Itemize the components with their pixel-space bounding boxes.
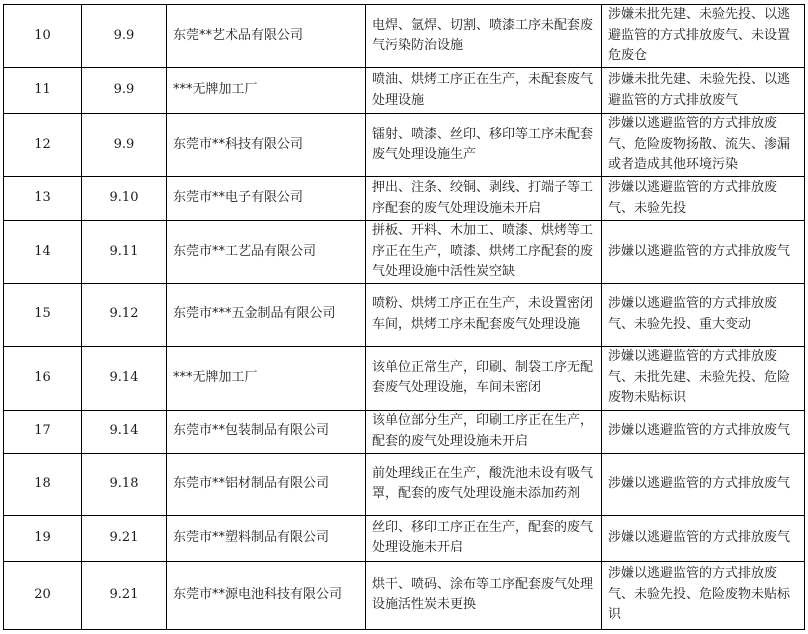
inspection-date: 9.21 — [82, 515, 167, 561]
row-number: 19 — [4, 515, 82, 561]
company-name: ***无牌加工厂 — [167, 346, 366, 410]
company-name: 东莞市**包装制品有限公司 — [167, 410, 366, 453]
inspection-date: 9.14 — [82, 346, 167, 410]
issue-description: 该单位部分生产，印刷工序正在生产，配套的废气处理设施未开启 — [366, 410, 602, 453]
table-row — [4, 453, 805, 515]
table-row — [4, 221, 805, 284]
inspection-date: 9.14 — [82, 410, 167, 453]
suspected-violation: 涉嫌以逃避监管的方式排放废气、危险废物扬散、流失、渗漏或者造成其他环境污染 — [602, 114, 805, 177]
table-row — [4, 283, 805, 346]
suspected-violation: 涉嫌以逃避监管的方式排放废气、未验先投、危险废物未贴标识 — [602, 561, 805, 629]
table-row — [4, 177, 805, 221]
issue-description: 喷粉、烘烤工序正在生产，未设置密闭车间，烘烤工序未配套废气处理设施 — [366, 283, 602, 346]
issue-description: 前处理线正在生产，酸洗池未设有吸气罩，配套的废气处理设施未添加药剂 — [366, 453, 602, 515]
company-name: 东莞市**电子有限公司 — [167, 177, 366, 221]
row-number: 14 — [4, 221, 82, 284]
inspection-date: 9.9 — [82, 5, 167, 68]
suspected-violation: 涉嫌未批先建、未验先投、以逃避监管的方式排放废气 — [602, 68, 805, 114]
suspected-violation: 涉嫌以逃避监管的方式排放废气、未验先投 — [602, 177, 805, 221]
inspection-table-body — [4, 5, 805, 630]
table-row — [4, 561, 805, 629]
issue-description: 喷油、烘烤工序正在生产，未配套废气处理设施 — [366, 68, 602, 114]
row-number: 18 — [4, 453, 82, 515]
row-number: 16 — [4, 346, 82, 410]
suspected-violation: 涉嫌以逃避监管的方式排放废气 — [602, 410, 805, 453]
company-name: 东莞**艺术品有限公司 — [167, 5, 366, 68]
issue-description: 押出、注条、绞铜、剥线、打端子等工序配套的废气处理设施未开启 — [366, 177, 602, 221]
table-row — [4, 5, 805, 68]
suspected-violation: 涉嫌以逃避监管的方式排放废气 — [602, 453, 805, 515]
company-name: 东莞市**工艺品有限公司 — [167, 221, 366, 284]
suspected-violation: 涉嫌以逃避监管的方式排放废气 — [602, 221, 805, 284]
table-row — [4, 346, 805, 410]
company-name: 东莞市**塑料制品有限公司 — [167, 515, 366, 561]
inspection-date: 9.9 — [82, 68, 167, 114]
table-row — [4, 410, 805, 453]
row-number: 11 — [4, 68, 82, 114]
inspection-date: 9.12 — [82, 283, 167, 346]
table-row — [4, 515, 805, 561]
row-number: 17 — [4, 410, 82, 453]
issue-description: 该单位正常生产，印刷、制袋工序无配套废气处理设施，车间未密闭 — [366, 346, 602, 410]
company-name: 东莞市***五金制品有限公司 — [167, 283, 366, 346]
company-name: 东莞市**源电池科技有限公司 — [167, 561, 366, 629]
inspection-date: 9.18 — [82, 453, 167, 515]
company-name: 东莞市**科技有限公司 — [167, 114, 366, 177]
table-row — [4, 114, 805, 177]
inspection-date: 9.9 — [82, 114, 167, 177]
issue-description: 拼板、开料、木加工、喷漆、烘烤等工序正在生产，喷漆、烘烤工序配套的废气处理设施中活性炭空缺 — [366, 221, 602, 284]
row-number: 13 — [4, 177, 82, 221]
row-number: 10 — [4, 5, 82, 68]
issue-description: 镭射、喷漆、丝印、移印等工序未配套废气处理设施生产 — [366, 114, 602, 177]
issue-description: 丝印、移印工序正在生产，配套的废气处理设施未开启 — [366, 515, 602, 561]
issue-description: 烘干、喷码、涂布等工序配套废气处理设施活性炭未更换 — [366, 561, 602, 629]
suspected-violation: 涉嫌以逃避监管的方式排放废气、未验先投、重大变动 — [602, 283, 805, 346]
suspected-violation: 涉嫌以逃避监管的方式排放废气、未批先建、未验先投、危险废物未贴标识 — [602, 346, 805, 410]
suspected-violation: 涉嫌未批先建、未验先投、以逃避监管的方式排放废气、未设置危废仓 — [602, 5, 805, 68]
inspection-table — [3, 4, 805, 630]
company-name: 东莞市**铝材制品有限公司 — [167, 453, 366, 515]
inspection-date: 9.10 — [82, 177, 167, 221]
inspection-date: 9.21 — [82, 561, 167, 629]
issue-description: 电焊、氩焊、切割、喷漆工序未配套废气污染防治设施 — [366, 5, 602, 68]
row-number: 12 — [4, 114, 82, 177]
row-number: 15 — [4, 283, 82, 346]
row-number: 20 — [4, 561, 82, 629]
suspected-violation: 涉嫌以逃避监管的方式排放废气 — [602, 515, 805, 561]
inspection-date: 9.11 — [82, 221, 167, 284]
table-row — [4, 68, 805, 114]
company-name: ***无牌加工厂 — [167, 68, 366, 114]
